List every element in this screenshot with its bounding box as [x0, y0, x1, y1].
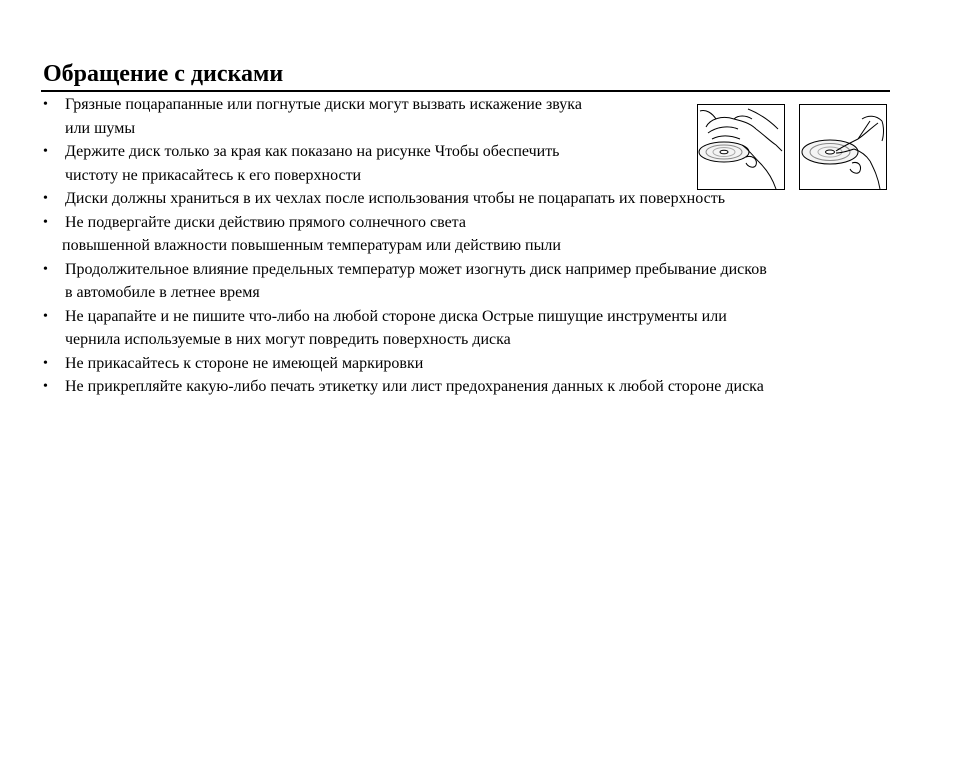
- list-item: [41, 375, 890, 399]
- bullet-icon: •: [43, 144, 48, 159]
- list-item: [41, 211, 890, 235]
- list-item-line: Продолжительное влияние предельных температур может изогнуть диск например пребывание дисков: [65, 260, 767, 278]
- list-item-continuation: повышенной влажности повышенным температурам или действию пыли: [62, 237, 561, 254]
- bullet-icon: •: [43, 97, 48, 112]
- page-title: Обращение с дисками: [43, 61, 284, 87]
- bullet-icon: •: [43, 308, 48, 324]
- list-item-line: Держите диск только за края как показано на рисунке Чтобы обеспечить: [65, 143, 560, 160]
- bullet-icon: •: [43, 191, 48, 206]
- list-item-line: Не прикасайтесь к стороне не имеющей маркировки: [65, 354, 424, 372]
- list-item-line: или шумы: [65, 119, 136, 137]
- list-item-line: Диски должны храниться в их чехлах после использования чтобы не поцарапать их поверхность: [65, 190, 725, 207]
- bullet-icon: •: [43, 261, 48, 277]
- title-underline: [41, 90, 890, 92]
- list-item-line: Не подвергайте диски действию прямого солнечного света: [65, 213, 466, 231]
- list-item-line: Не прикрепляйте какую-либо печать этикетку или лист предохранения данных к любой стороне диска: [65, 378, 764, 395]
- bullet-icon: •: [43, 355, 48, 371]
- bullet-icon: •: [43, 214, 48, 230]
- list-item-line: Грязные поцарапанные или погнутые диски могут вызвать искажение звука: [65, 96, 582, 113]
- bullet-icon: •: [43, 379, 48, 394]
- hand-holding-disc-edge-icon: [697, 104, 785, 190]
- list-item-line: в автомобиле в летнее время: [65, 284, 260, 301]
- list-item: [41, 352, 890, 376]
- list-item: [41, 258, 890, 305]
- list-item-line: Не царапайте и не пишите что-либо на любой стороне диска Острые пишущие инструменты или: [65, 307, 727, 325]
- list-item: [41, 305, 890, 352]
- list-item-line: чернила используемые в них могут повредить поверхность диска: [65, 331, 511, 348]
- hand-holding-disc-center-icon: [799, 104, 887, 190]
- list-item: [41, 187, 890, 211]
- list-item-line: чистоту не прикасайтесь к его поверхности: [65, 166, 362, 184]
